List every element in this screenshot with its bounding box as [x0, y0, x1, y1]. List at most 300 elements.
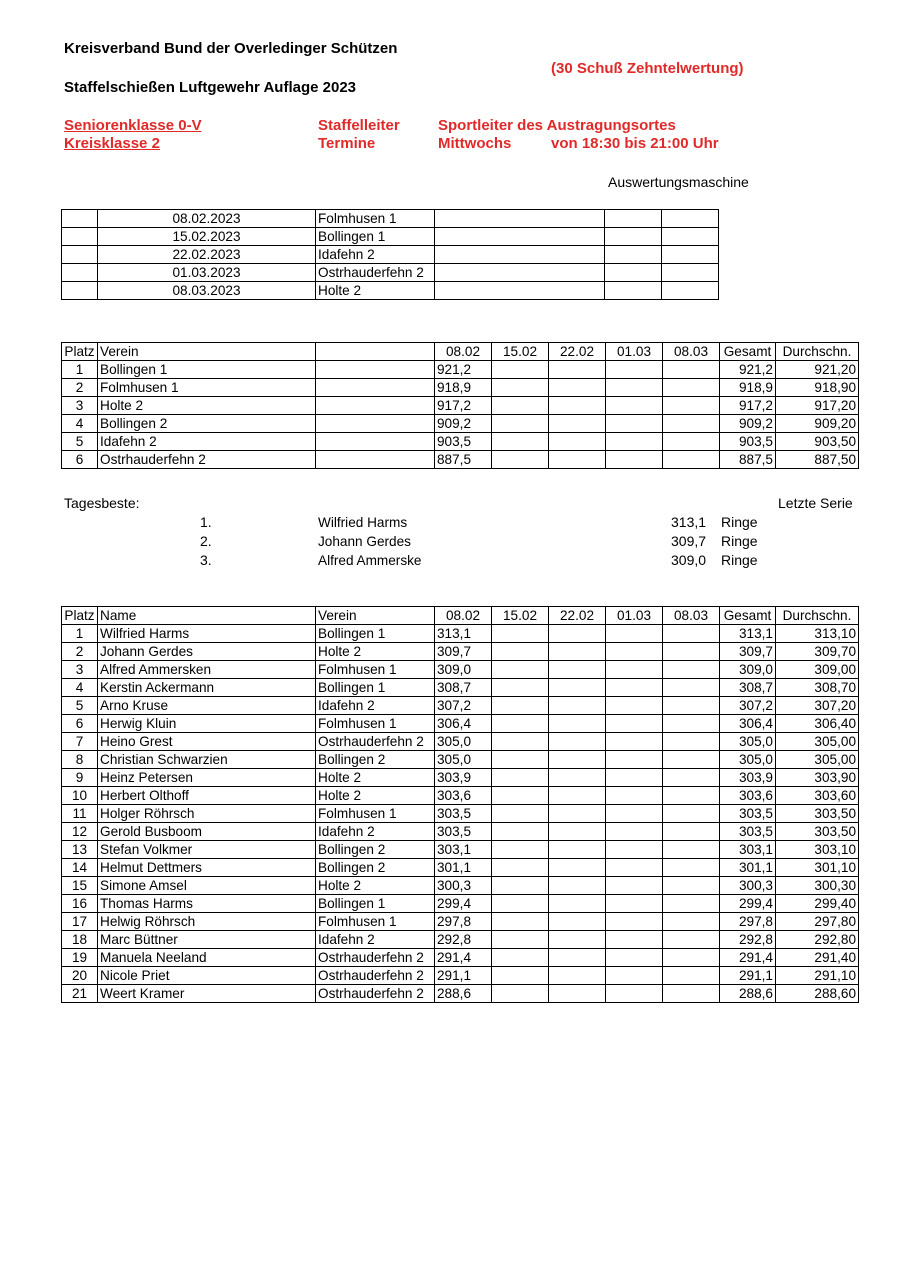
- average-cell: 909,20: [776, 415, 859, 433]
- empty-cell: [606, 895, 663, 913]
- total-cell: 291,4: [720, 949, 776, 967]
- club-cell: Ostrhauderfehn 2: [316, 985, 435, 1003]
- empty-cell: [549, 877, 606, 895]
- schedule-blank: [435, 246, 605, 264]
- schedule-blank: [605, 282, 662, 300]
- daybest-name: Johann Gerdes: [318, 534, 411, 549]
- empty-cell: [492, 625, 549, 643]
- column-header: [316, 343, 435, 361]
- shooter-row: [62, 823, 859, 841]
- empty-cell: [549, 985, 606, 1003]
- rank-cell: 4: [62, 679, 98, 697]
- total-cell: 917,2: [720, 397, 776, 415]
- schedule-blank: [662, 228, 719, 246]
- column-header: 08.03: [663, 343, 720, 361]
- empty-cell: [492, 451, 549, 469]
- empty-cell: [492, 733, 549, 751]
- column-header: Name: [98, 607, 316, 625]
- termine-label: Termine: [318, 135, 376, 152]
- empty-cell: [316, 361, 435, 379]
- empty-cell: [549, 415, 606, 433]
- average-cell: 918,90: [776, 379, 859, 397]
- empty-cell: [492, 679, 549, 697]
- name-cell: Manuela Neeland: [98, 949, 316, 967]
- empty-cell: [606, 913, 663, 931]
- name-cell: Holger Röhrsch: [98, 805, 316, 823]
- empty-cell: [606, 379, 663, 397]
- empty-cell: [549, 805, 606, 823]
- empty-cell: [606, 715, 663, 733]
- empty-cell: [663, 967, 720, 985]
- column-header: Gesamt: [720, 607, 776, 625]
- schedule-blank: [605, 264, 662, 282]
- total-cell: 308,7: [720, 679, 776, 697]
- average-cell: 921,20: [776, 361, 859, 379]
- empty-cell: [606, 985, 663, 1003]
- empty-cell: [663, 433, 720, 451]
- last-series-label: Letzte Serie: [778, 495, 853, 511]
- daybest-name: Wilfried Harms: [318, 515, 408, 530]
- average-cell: 291,10: [776, 967, 859, 985]
- empty-cell: [316, 379, 435, 397]
- empty-cell: [492, 661, 549, 679]
- average-cell: 288,60: [776, 985, 859, 1003]
- team-row: [62, 451, 859, 469]
- score-cell: 308,7: [435, 679, 492, 697]
- time-text: von 18:30 bis 21:00 Uhr: [551, 135, 719, 152]
- total-cell: 887,5: [720, 451, 776, 469]
- total-cell: 303,5: [720, 805, 776, 823]
- club-cell: Bollingen 1: [98, 361, 316, 379]
- score-cell: 300,3: [435, 877, 492, 895]
- individual-table: [61, 606, 859, 1003]
- club-cell: Folmhusen 1: [316, 913, 435, 931]
- empty-cell: [606, 433, 663, 451]
- empty-cell: [663, 769, 720, 787]
- score-cell: 909,2: [435, 415, 492, 433]
- shooter-row: [62, 931, 859, 949]
- club-cell: Idafehn 2: [98, 433, 316, 451]
- average-cell: 308,70: [776, 679, 859, 697]
- column-header: Platz: [62, 607, 98, 625]
- rank-cell: 17: [62, 913, 98, 931]
- club-cell: Holte 2: [316, 877, 435, 895]
- name-cell: Johann Gerdes: [98, 643, 316, 661]
- average-cell: 300,30: [776, 877, 859, 895]
- score-cell: 306,4: [435, 715, 492, 733]
- daybest-score: 313,1: [671, 514, 707, 530]
- score-cell: 305,0: [435, 733, 492, 751]
- total-cell: 307,2: [720, 697, 776, 715]
- empty-cell: [492, 913, 549, 931]
- empty-cell: [492, 751, 549, 769]
- daybest-unit: Ringe: [721, 533, 758, 549]
- machine-label: Auswertungsmaschine: [608, 174, 749, 190]
- empty-cell: [606, 397, 663, 415]
- empty-cell: [492, 949, 549, 967]
- empty-cell: [549, 397, 606, 415]
- column-header: 01.03: [606, 343, 663, 361]
- empty-cell: [606, 733, 663, 751]
- empty-cell: [492, 397, 549, 415]
- average-cell: 309,70: [776, 643, 859, 661]
- team-row: [62, 361, 859, 379]
- empty-cell: [549, 967, 606, 985]
- schedule-blank: [605, 210, 662, 228]
- empty-cell: [549, 913, 606, 931]
- total-cell: 288,6: [720, 985, 776, 1003]
- column-header: 01.03: [606, 607, 663, 625]
- empty-cell: [492, 787, 549, 805]
- empty-cell: [549, 697, 606, 715]
- name-cell: Stefan Volkmer: [98, 841, 316, 859]
- empty-cell: [663, 985, 720, 1003]
- empty-cell: [606, 877, 663, 895]
- score-cell: 288,6: [435, 985, 492, 1003]
- empty-cell: [663, 931, 720, 949]
- column-header: 22.02: [549, 607, 606, 625]
- club-cell: Idafehn 2: [316, 823, 435, 841]
- empty-cell: [663, 733, 720, 751]
- column-header: Verein: [98, 343, 316, 361]
- weekday-text: Mittwochs: [438, 135, 512, 152]
- schedule-blank: [662, 282, 719, 300]
- club-cell: Bollingen 2: [98, 415, 316, 433]
- shooter-row: [62, 787, 859, 805]
- name-cell: Christian Schwarzien: [98, 751, 316, 769]
- schedule-blank: [62, 210, 98, 228]
- name-cell: Simone Amsel: [98, 877, 316, 895]
- empty-cell: [663, 379, 720, 397]
- empty-cell: [663, 895, 720, 913]
- scoring-note: (30 Schuß Zehntelwertung): [551, 60, 744, 77]
- rank-cell: 14: [62, 859, 98, 877]
- empty-cell: [492, 697, 549, 715]
- shooter-row: [62, 949, 859, 967]
- club-cell: Holte 2: [316, 787, 435, 805]
- total-cell: 309,7: [720, 643, 776, 661]
- total-cell: 291,1: [720, 967, 776, 985]
- empty-cell: [549, 715, 606, 733]
- schedule-place: Bollingen 1: [316, 228, 435, 246]
- shooter-row: [62, 733, 859, 751]
- daybest-rank: 1.: [200, 514, 212, 530]
- total-cell: 305,0: [720, 733, 776, 751]
- score-cell: 903,5: [435, 433, 492, 451]
- rank-cell: 18: [62, 931, 98, 949]
- schedule-date: 01.03.2023: [98, 264, 316, 282]
- team-row: [62, 415, 859, 433]
- club-cell: Idafehn 2: [316, 697, 435, 715]
- empty-cell: [606, 841, 663, 859]
- total-cell: 921,2: [720, 361, 776, 379]
- schedule-date: 08.03.2023: [98, 282, 316, 300]
- average-cell: 303,50: [776, 823, 859, 841]
- column-header: 08.02: [435, 607, 492, 625]
- team-table: [61, 342, 859, 469]
- average-cell: 303,60: [776, 787, 859, 805]
- rank-cell: 5: [62, 697, 98, 715]
- shooter-row: [62, 751, 859, 769]
- column-header: Gesamt: [720, 343, 776, 361]
- column-header: Platz: [62, 343, 98, 361]
- empty-cell: [549, 733, 606, 751]
- score-cell: 301,1: [435, 859, 492, 877]
- name-cell: Herwig Kluin: [98, 715, 316, 733]
- schedule-row: [62, 210, 719, 228]
- empty-cell: [663, 841, 720, 859]
- schedule-row: [62, 282, 719, 300]
- score-cell: 309,7: [435, 643, 492, 661]
- shooter-row: [62, 805, 859, 823]
- schedule-row: [62, 228, 719, 246]
- empty-cell: [606, 415, 663, 433]
- empty-cell: [316, 451, 435, 469]
- empty-cell: [492, 895, 549, 913]
- header-row: [62, 343, 859, 361]
- rank-cell: 1: [62, 361, 98, 379]
- club-cell: Holte 2: [98, 397, 316, 415]
- empty-cell: [606, 967, 663, 985]
- average-cell: 887,50: [776, 451, 859, 469]
- score-cell: 303,5: [435, 805, 492, 823]
- empty-cell: [606, 661, 663, 679]
- empty-cell: [492, 433, 549, 451]
- empty-cell: [492, 415, 549, 433]
- shooter-row: [62, 625, 859, 643]
- score-cell: 918,9: [435, 379, 492, 397]
- total-cell: 303,5: [720, 823, 776, 841]
- empty-cell: [316, 415, 435, 433]
- name-cell: Nicole Priet: [98, 967, 316, 985]
- empty-cell: [549, 379, 606, 397]
- total-cell: 297,8: [720, 913, 776, 931]
- score-cell: 305,0: [435, 751, 492, 769]
- column-header: 08.02: [435, 343, 492, 361]
- daybest-label: Tagesbeste:: [64, 495, 140, 511]
- rank-cell: 10: [62, 787, 98, 805]
- daybest-unit: Ringe: [721, 514, 758, 530]
- total-cell: 301,1: [720, 859, 776, 877]
- shooter-row: [62, 967, 859, 985]
- column-header: Durchschn.: [776, 343, 859, 361]
- total-cell: 903,5: [720, 433, 776, 451]
- schedule-place: Folmhusen 1: [316, 210, 435, 228]
- empty-cell: [663, 751, 720, 769]
- rank-cell: 8: [62, 751, 98, 769]
- rank-cell: 13: [62, 841, 98, 859]
- average-cell: 301,10: [776, 859, 859, 877]
- column-header: Durchschn.: [776, 607, 859, 625]
- empty-cell: [492, 931, 549, 949]
- score-cell: 309,0: [435, 661, 492, 679]
- empty-cell: [606, 451, 663, 469]
- rank-cell: 12: [62, 823, 98, 841]
- team-row: [62, 379, 859, 397]
- empty-cell: [549, 823, 606, 841]
- empty-cell: [663, 787, 720, 805]
- sportleiter-text: Sportleiter des Austragungsortes: [438, 117, 676, 134]
- column-header: 15.02: [492, 343, 549, 361]
- score-cell: 303,6: [435, 787, 492, 805]
- total-cell: 306,4: [720, 715, 776, 733]
- average-cell: 299,40: [776, 895, 859, 913]
- schedule-blank: [435, 210, 605, 228]
- name-cell: Weert Kramer: [98, 985, 316, 1003]
- club-cell: Idafehn 2: [316, 931, 435, 949]
- class-label-2: Kreisklasse 2: [64, 135, 160, 152]
- score-cell: 307,2: [435, 697, 492, 715]
- total-cell: 303,9: [720, 769, 776, 787]
- score-cell: 303,9: [435, 769, 492, 787]
- empty-cell: [492, 841, 549, 859]
- empty-cell: [663, 625, 720, 643]
- empty-cell: [663, 949, 720, 967]
- average-cell: 303,10: [776, 841, 859, 859]
- club-cell: Holte 2: [316, 643, 435, 661]
- empty-cell: [492, 985, 549, 1003]
- empty-cell: [606, 859, 663, 877]
- empty-cell: [663, 913, 720, 931]
- empty-cell: [492, 805, 549, 823]
- club-cell: Folmhusen 1: [98, 379, 316, 397]
- empty-cell: [663, 661, 720, 679]
- empty-cell: [549, 751, 606, 769]
- empty-cell: [549, 679, 606, 697]
- schedule-place: Holte 2: [316, 282, 435, 300]
- schedule-place: Idafehn 2: [316, 246, 435, 264]
- empty-cell: [492, 769, 549, 787]
- empty-cell: [549, 931, 606, 949]
- schedule-blank: [662, 264, 719, 282]
- class-label-1: Seniorenklasse 0-V: [64, 117, 202, 134]
- empty-cell: [492, 361, 549, 379]
- shooter-row: [62, 859, 859, 877]
- shooter-row: [62, 643, 859, 661]
- rank-cell: 11: [62, 805, 98, 823]
- empty-cell: [492, 859, 549, 877]
- score-cell: 297,8: [435, 913, 492, 931]
- empty-cell: [492, 643, 549, 661]
- club-cell: Ostrhauderfehn 2: [316, 733, 435, 751]
- total-cell: 305,0: [720, 751, 776, 769]
- empty-cell: [549, 451, 606, 469]
- schedule-blank: [435, 264, 605, 282]
- name-cell: Kerstin Ackermann: [98, 679, 316, 697]
- average-cell: 306,40: [776, 715, 859, 733]
- empty-cell: [492, 823, 549, 841]
- empty-cell: [549, 643, 606, 661]
- shooter-row: [62, 985, 859, 1003]
- empty-cell: [663, 361, 720, 379]
- empty-cell: [663, 859, 720, 877]
- schedule-blank: [62, 264, 98, 282]
- page-title: Staffelschießen Luftgewehr Auflage 2023: [64, 79, 357, 96]
- schedule-date: 15.02.2023: [98, 228, 316, 246]
- schedule-blank: [62, 228, 98, 246]
- rank-cell: 16: [62, 895, 98, 913]
- club-cell: Bollingen 2: [316, 751, 435, 769]
- shooter-row: [62, 895, 859, 913]
- score-cell: 887,5: [435, 451, 492, 469]
- club-cell: Bollingen 1: [316, 679, 435, 697]
- club-cell: Holte 2: [316, 769, 435, 787]
- empty-cell: [606, 679, 663, 697]
- empty-cell: [549, 625, 606, 643]
- club-cell: Ostrhauderfehn 2: [316, 949, 435, 967]
- shooter-row: [62, 661, 859, 679]
- rank-cell: 3: [62, 661, 98, 679]
- rank-cell: 6: [62, 715, 98, 733]
- average-cell: 309,00: [776, 661, 859, 679]
- empty-cell: [549, 361, 606, 379]
- empty-cell: [663, 679, 720, 697]
- column-header: 15.02: [492, 607, 549, 625]
- schedule-blank: [435, 282, 605, 300]
- column-header: Verein: [316, 607, 435, 625]
- total-cell: 309,0: [720, 661, 776, 679]
- org-title: Kreisverband Bund der Overledinger Schützen: [64, 40, 398, 57]
- empty-cell: [606, 931, 663, 949]
- empty-cell: [549, 895, 606, 913]
- name-cell: Arno Kruse: [98, 697, 316, 715]
- empty-cell: [606, 625, 663, 643]
- empty-cell: [606, 697, 663, 715]
- total-cell: 313,1: [720, 625, 776, 643]
- name-cell: Alfred Ammersken: [98, 661, 316, 679]
- daybest-score: 309,7: [671, 533, 707, 549]
- empty-cell: [492, 967, 549, 985]
- schedule-blank: [62, 246, 98, 264]
- average-cell: 291,40: [776, 949, 859, 967]
- shooter-row: [62, 769, 859, 787]
- empty-cell: [663, 397, 720, 415]
- schedule-place: Ostrhauderfehn 2: [316, 264, 435, 282]
- empty-cell: [492, 379, 549, 397]
- rank-cell: 20: [62, 967, 98, 985]
- schedule-date: 08.02.2023: [98, 210, 316, 228]
- empty-cell: [606, 823, 663, 841]
- name-cell: Gerold Busboom: [98, 823, 316, 841]
- schedule-blank: [662, 210, 719, 228]
- shooter-row: [62, 697, 859, 715]
- schedule-blank: [435, 228, 605, 246]
- empty-cell: [549, 949, 606, 967]
- score-cell: 303,1: [435, 841, 492, 859]
- rank-cell: 6: [62, 451, 98, 469]
- average-cell: 917,20: [776, 397, 859, 415]
- average-cell: 305,00: [776, 733, 859, 751]
- empty-cell: [492, 715, 549, 733]
- club-cell: Ostrhauderfehn 2: [98, 451, 316, 469]
- daybest-name: Alfred Ammerske: [318, 553, 422, 568]
- shooter-row: [62, 877, 859, 895]
- empty-cell: [549, 841, 606, 859]
- empty-cell: [549, 859, 606, 877]
- total-cell: 909,2: [720, 415, 776, 433]
- empty-cell: [663, 823, 720, 841]
- rank-cell: 2: [62, 379, 98, 397]
- rank-cell: 15: [62, 877, 98, 895]
- empty-cell: [606, 805, 663, 823]
- column-header: 22.02: [549, 343, 606, 361]
- empty-cell: [492, 877, 549, 895]
- name-cell: Helmut Dettmers: [98, 859, 316, 877]
- schedule-row: [62, 246, 719, 264]
- empty-cell: [606, 769, 663, 787]
- name-cell: Herbert Olthoff: [98, 787, 316, 805]
- empty-cell: [663, 415, 720, 433]
